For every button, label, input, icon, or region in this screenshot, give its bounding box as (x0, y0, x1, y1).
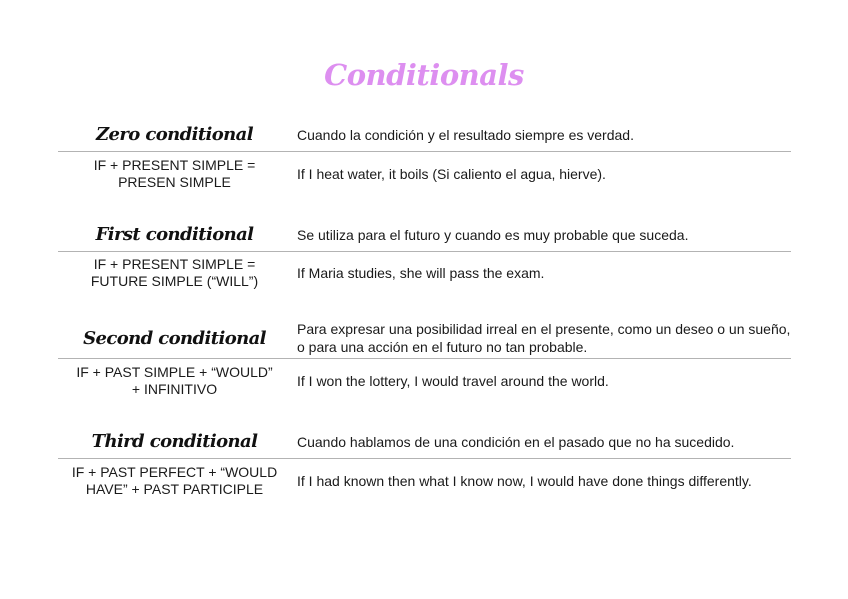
conditional-structure-row (58, 252, 791, 293)
conditional-description: Cuando la condición y el resultado siempre es verdad. (297, 126, 634, 143)
formula-line: FUTURE SIMPLE (“WILL”) (90, 272, 259, 289)
conditional-header-row (58, 118, 791, 152)
second-conditional-section (58, 318, 791, 402)
conditional-header-row (58, 318, 791, 359)
conditional-description: Para expresar una posibilidad irreal en el presente, como un deseo o un sueño, o para una acción en el futuro no tan probable. (297, 321, 791, 355)
conditional-example: If I won the lottery, I would travel around the world. (297, 372, 609, 389)
conditional-formula (58, 464, 291, 498)
conditional-structure-row (58, 459, 791, 503)
conditional-example: If I heat water, it boils (Si caliento el agua, hierve). (297, 166, 606, 182)
conditional-name: Zero conditional (96, 124, 253, 145)
conditional-header-row (58, 425, 791, 459)
conditional-description: Cuando hablamos de una condición en el pasado que no ha sucedido. (297, 433, 735, 450)
conditional-name: Second conditional (83, 327, 266, 349)
conditional-example: If Maria studies, she will pass the exam. (297, 264, 545, 281)
formula-line: HAVE” + PAST PARTICIPLE (85, 481, 264, 497)
first-conditional-section (58, 218, 791, 293)
conditional-formula (58, 157, 291, 191)
conditional-formula (58, 256, 291, 290)
formula-line: IF + PAST PERFECT + “WOULD (71, 464, 278, 480)
conditional-formula (58, 364, 291, 398)
formula-line: IF + PRESENT SIMPLE = (93, 157, 256, 173)
conditional-structure-row (58, 359, 791, 402)
third-conditional-section (58, 425, 791, 503)
conditional-header-row (58, 218, 791, 252)
formula-line: IF + PRESENT SIMPLE = (93, 255, 256, 272)
page-title: Conditionals (324, 58, 524, 92)
conditional-name: First conditional (95, 224, 254, 245)
zero-conditional-section (58, 118, 791, 196)
formula-line: IF + PAST SIMPLE + “WOULD” (76, 363, 273, 380)
conditional-structure-row (58, 152, 791, 196)
conditional-name: Third conditional (91, 431, 258, 452)
conditional-description: Se utiliza para el futuro y cuando es muy probable que suceda. (297, 226, 689, 243)
conditional-example: If I had known then what I know now, I would have done things differently. (297, 473, 752, 489)
formula-line: PRESEN SIMPLE (118, 174, 231, 190)
formula-line: + INFINITIVO (131, 380, 218, 397)
